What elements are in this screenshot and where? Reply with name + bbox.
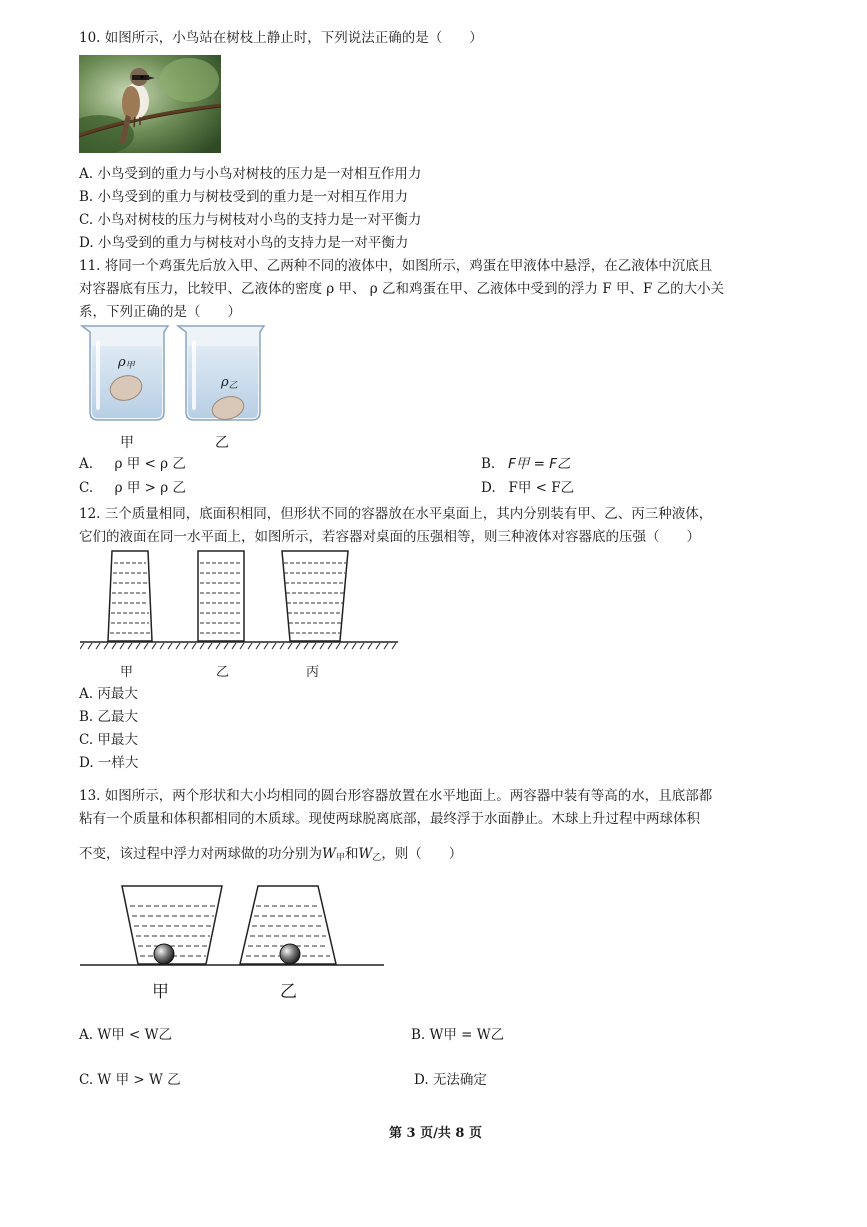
q11-option-c[interactable]: C. ρ 甲 > ρ 乙: [79, 480, 186, 496]
bird-on-branch-photo: [79, 55, 221, 153]
q11-stem-line3: 系，下列正确的是（ ）: [79, 304, 241, 320]
container-label-bing: 丙: [306, 665, 320, 680]
q13-option-d[interactable]: D. 无法确定: [414, 1072, 487, 1088]
q13-label-yi: 乙: [280, 982, 297, 1002]
q11-beakers-figure: [80, 324, 270, 424]
q13-stem-line1: 13. 如图所示，两个形状和大小均相同的圆台形容器放置在水平地面上。两容器中装有等高的水，且底部都: [79, 788, 713, 804]
rho-jia-label: $\rho_甲$: [118, 355, 135, 371]
q11-option-d[interactable]: D. F甲 < F乙: [481, 480, 575, 496]
container-label-jia: 甲: [120, 665, 134, 680]
rho-yi-label: $\rho_乙$: [221, 375, 238, 391]
q13-option-c[interactable]: C. W 甲 > W 乙: [79, 1072, 181, 1088]
q13-containers-figure: [80, 882, 390, 972]
container-label-yi: 乙: [216, 665, 230, 680]
q12-containers-figure: [80, 547, 400, 655]
q12-stem-line2: 它们的液面在同一水平面上，如图所示，若容器对桌面的压强相等，则三种液体对容器底的压强（ ）: [79, 529, 700, 545]
q10-option-d[interactable]: D. 小鸟受到的重力与树枝对小鸟的支持力是一对平衡力: [79, 235, 409, 251]
q12-option-b[interactable]: B. 乙最大: [79, 709, 139, 725]
q13-stem-line2: 粘有一个质量和体积都相同的木质球。现使两球脱离底部，最终浮于水面静止。木球上升过程中两球体积: [79, 811, 700, 827]
q10-option-c[interactable]: C. 小鸟对树枝的压力与树枝对小鸟的支持力是一对平衡力: [79, 212, 422, 228]
q13-option-a[interactable]: A. W甲 < W乙: [79, 1027, 172, 1043]
q11-option-a[interactable]: A. ρ 甲 < ρ 乙: [79, 456, 186, 472]
q13-stem-line3: 不变，该过程中浮力对两球做的功分别为$W_甲$和$W_乙$，则（ ）: [79, 846, 463, 863]
page-footer: 第 3 页/共 8 页: [389, 1126, 482, 1141]
q11-option-b[interactable]: B. F甲 = F乙: [481, 456, 571, 472]
q12-stem-line1: 12. 三个质量相同，底面积相同，但形状不同的容器放在水平桌面上，其内分别装有甲、乙、丙三种液体，: [79, 506, 713, 522]
beaker-label-jia: 甲: [120, 435, 134, 451]
beaker-label-yi: 乙: [215, 435, 229, 451]
q13-option-b[interactable]: B. W甲 = W乙: [411, 1027, 505, 1043]
q10-stem: 10. 如图所示，小鸟站在树枝上静止时，下列说法正确的是（ ）: [79, 30, 483, 46]
q12-option-a[interactable]: A. 丙最大: [79, 686, 138, 702]
q12-option-c[interactable]: C. 甲最大: [79, 732, 138, 748]
q11-stem-line2: 对容器底有压力，比较甲、乙液体的密度 ρ 甲、 ρ 乙和鸡蛋在甲、乙液体中受到的浮力 F 甲、F 乙的大小关: [79, 281, 725, 297]
q12-option-d[interactable]: D. 一样大: [79, 755, 139, 771]
q10-option-b[interactable]: B. 小鸟受到的重力与树枝受到的重力是一对相互作用力: [79, 189, 409, 205]
q11-stem-line1: 11. 将同一个鸡蛋先后放入甲、乙两种不同的液体中，如图所示，鸡蛋在甲液体中悬浮，在乙液体中沉底且: [79, 258, 713, 274]
q10-option-a[interactable]: A. 小鸟受到的重力与小鸟对树枝的压力是一对相互作用力: [79, 166, 422, 182]
q13-label-jia: 甲: [152, 982, 169, 1002]
